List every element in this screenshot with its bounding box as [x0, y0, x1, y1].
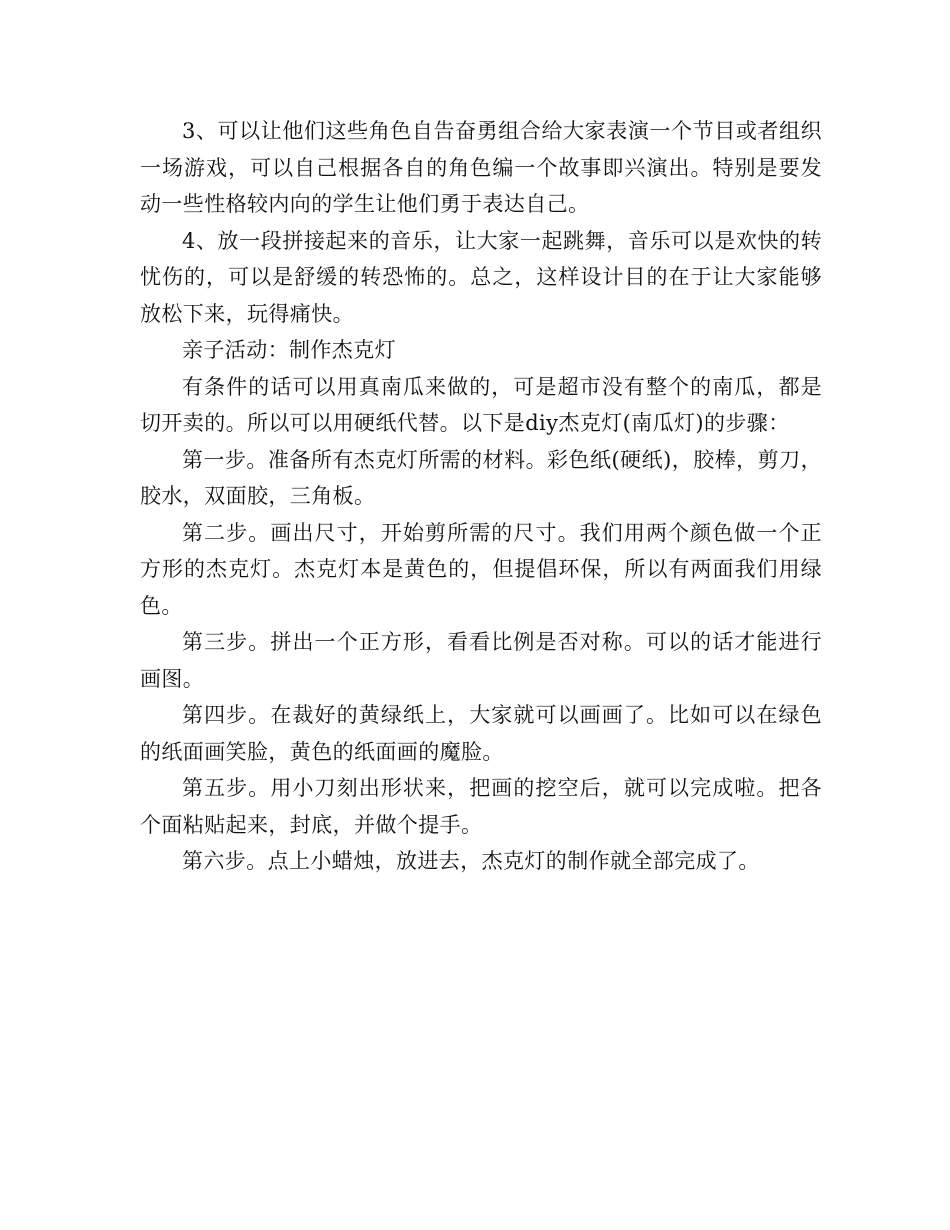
paragraph-step-six: 第六步。点上小蜡烛，放进去，杰克灯的制作就全部完成了。: [182, 849, 760, 873]
document-body: [140, 113, 822, 880]
paragraph-step-one: 第一步。准备所有杰克灯所需的材料。彩色纸(硬纸)，胶棒，剪刀，胶水，双面胶，三角板。: [140, 447, 822, 508]
paragraph-step-five: 第五步。用小刀刻出形状来，把画的挖空后，就可以完成啦。把各个面粘贴起来，封底，并做个提手。: [140, 776, 822, 837]
paragraph-activity-step-3: 3、可以让他们这些角色自告奋勇组合给大家表演一个节目或者组织一场游戏，可以自己根据各自的角色编一个故事即兴演出。特别是要发动一些性格较内向的学生让他们勇于表达自己。: [140, 119, 822, 216]
paragraph-step-three: 第三步。拼出一个正方形，看看比例是否对称。可以的话才能进行画图。: [140, 630, 822, 691]
section-heading-parent-child-activity: 亲子活动：制作杰克灯: [182, 338, 396, 362]
paragraph-activity-step-4: 4、放一段拼接起来的音乐，让大家一起跳舞，音乐可以是欢快的转忧伤的，可以是舒缓的转恐怖的。总之，这样设计目的在于让大家能够放松下来，玩得痛快。: [140, 228, 822, 326]
paragraph-intro: 有条件的话可以用真南瓜来做的，可是超市没有整个的南瓜，都是切开卖的。所以可以用硬纸代替。以下是diy杰克灯(南瓜灯)的步骤：: [140, 374, 822, 435]
paragraph-step-two: 第二步。画出尺寸，开始剪所需的尺寸。我们用两个颜色做一个正方形的杰克灯。杰克灯本是黄色的，但提倡环保，所以有两面我们用绿色。: [140, 520, 822, 618]
paragraph-step-four: 第四步。在裁好的黄绿纸上，大家就可以画画了。比如可以在绿色的纸面画笑脸，黄色的纸面画的魔脸。: [140, 703, 822, 764]
